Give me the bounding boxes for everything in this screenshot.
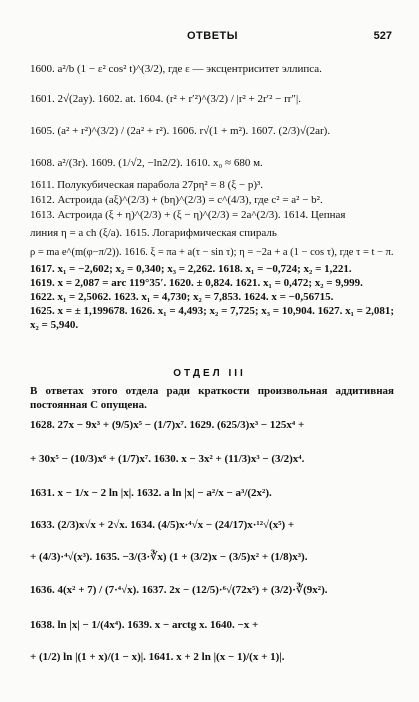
answer-line: 1605. (a² + r²)^(3/2) / (2a² + r²). 1606. r√(1 + m²). 1607. (2/3)√(2ar). (30, 125, 331, 137)
answer-line: + (1/2) ln |(1 + x)/(1 − x)|. 1641. x + 2 ln |(x − 1)/(x + 1)|. (30, 651, 285, 663)
answer-line: 1619. x = 2,087 = arc 119°35′. 1620. ± 0,824. 1621. x₁ = 0,472; x₂ = 9,999. (30, 277, 363, 289)
answer-line: 1622. x₁ = 2,5062. 1623. x₁ = 4,730; x₂ = 7,853. 1624. x = −0,56715. (30, 291, 334, 303)
section-intro: В ответах этого отдела ради краткости произвольная аддитивная постоянная C опущена. (30, 385, 394, 411)
answer-line: 1611. Полукубическая парабола 27pη² = 8 (ξ − p)³. (30, 179, 264, 191)
answer-line: 1600. a²/b (1 − ε² cos² t)^(3/2), где ε — эксцентриситет эллипса. (30, 63, 322, 75)
answer-line: + 30x⁵ − (10/3)x⁶ + (1/7)x⁷. 1630. x − 3x² + (11/3)x³ − (3/2)x⁴. (30, 453, 305, 465)
answer-line: 1631. x − 1/x − 2 ln |x|. 1632. a ln |x| − a²/x − a³/(2x²). (30, 487, 272, 499)
answer-line: 1638. ln |x| − 1/(4x⁴). 1639. x − arctg x. 1640. −x + (30, 619, 259, 631)
answer-line: 1633. (2/3)x√x + 2√x. 1634. (4/5)x·⁴√x − (24/17)x·¹²√(x⁵) + (30, 519, 295, 531)
section-title: ОТДЕЛ III (173, 368, 246, 379)
answer-line: 1628. 27x − 9x³ + (9/5)x⁵ − (1/7)x⁷. 1629. (625/3)x³ − 125x⁴ + (30, 419, 305, 431)
answer-line: 1601. 2√(2ay). 1602. at. 1604. (r² + r′²)^(3/2) / |r² + 2r′² − rr″|. (30, 93, 301, 105)
answer-line: x₂ = 5,940. (30, 319, 79, 331)
answer-line: 1612. Астроида (aξ)^(2/3) + (bη)^(2/3) = c^(4/3), где c² = a² − b². (30, 194, 323, 206)
answer-line: 1625. x = ± 1,199678. 1626. x₁ = 4,493; x₂ = 7,725; x₃ = 10,904. 1627. x₁ = 2,081; (30, 305, 395, 317)
answer-line: 1613. Астроида (ξ + η)^(2/3) + (ξ − η)^(2/3) = 2a^(2/3). 1614. Цепная (30, 209, 346, 221)
answer-line: 1608. a²/(3r). 1609. (1/√2, −ln2/2). 1610. x₀ ≈ 680 м. (30, 157, 263, 169)
answer-line: 1617. x₁ = −2,602; x₂ = 0,340; x₃ = 2,262. 1618. x₁ = −0,724; x₂ = 1,221. (30, 263, 352, 275)
page-header (0, 30, 419, 44)
answer-line: 1636. 4(x² + 7) / (7·⁴√x). 1637. 2x − (12/5)·⁶√(72x⁵) + (3/2)·∛(9x²). (30, 584, 328, 596)
running-title: ОТВЕТЫ (187, 30, 239, 42)
answer-line: линия η = a ch (ξ/a). 1615. Логарифмическая спираль (30, 227, 277, 239)
answer-line: + (4/3)·⁴√(x³). 1635. −3/(3·∛x) (1 + (3/2)x − (3/5)x² + (1/8)x³). (30, 551, 308, 563)
answer-line: ρ = ma e^(m(φ−π/2)). 1616. ξ = πa + a(τ − sin τ); η = −2a + a (1 − cos τ), где τ = t − π. (30, 247, 394, 258)
page-number: 527 (373, 30, 392, 42)
